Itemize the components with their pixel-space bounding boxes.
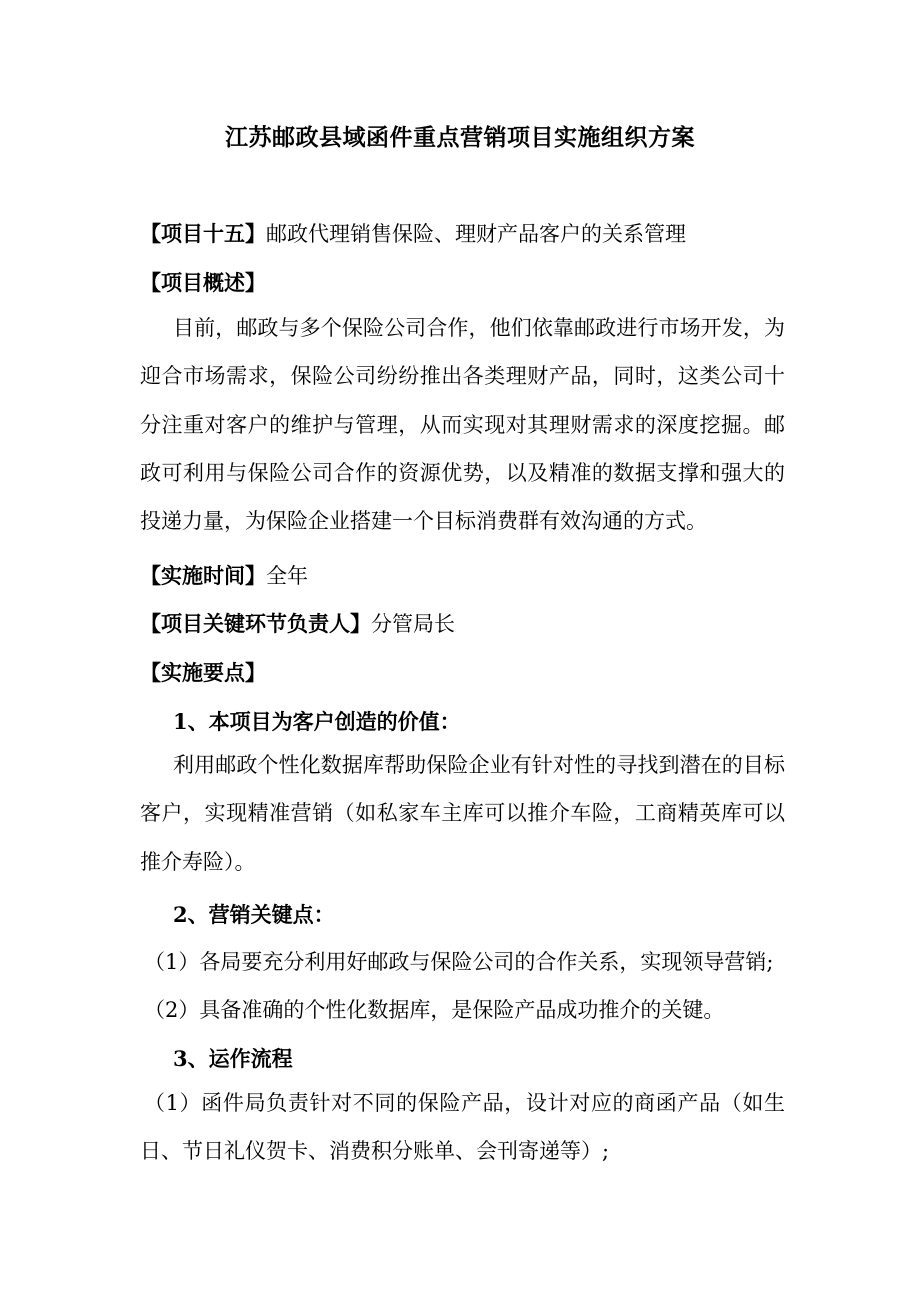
- time-line: [140, 560, 308, 590]
- section2-heading: 2、营销关键点：: [173, 902, 335, 927]
- project-name: 邮政代理销售保险、理财产品客户的关系管理: [266, 222, 686, 246]
- owner-label: 【项目关键环节负责人】: [140, 611, 371, 636]
- section2-item-1: （1）各局要充分利用好邮政与保险公司的合作关系，实现领导营销;: [144, 950, 774, 974]
- section3-heading: 3、运作流程: [173, 1046, 293, 1071]
- time-value: 全年: [266, 564, 308, 588]
- section1-paragraph: 利用邮政个性化数据库帮助保险企业有针对性的寻找到潜在的目标客户，实现精准营销（如私家车主库可以推介车险，工商精英库可以推介寿险）。: [140, 753, 785, 874]
- points-label: 【实施要点】: [140, 660, 266, 685]
- overview-label: 【项目概述】: [140, 270, 266, 295]
- owner-line: [140, 608, 455, 638]
- overview-paragraph: 目前，邮政与多个保险公司合作，他们依靠邮政进行市场开发，为迎合市场需求，保险公司纷纷推出各类理财产品，同时，这类公司十分注重对客户的维护与管理，从而实现对其理财需求的深度挖掘。邮政可利用与保险公司合作的资源优势，以及精准的数据支撑和强大的投递力量，为保险企业搭建一个目标消费群有效沟通的方式。: [140, 316, 785, 534]
- time-label: 【实施时间】: [140, 563, 266, 588]
- document-title: 江苏邮政县域函件重点营销项目实施组织方案: [225, 124, 695, 151]
- owner-value: 分管局长: [371, 612, 455, 636]
- section1-heading: 1、本项目为客户创造的价值：: [173, 709, 461, 734]
- section2-item-2: （2）具备准确的个性化数据库，是保险产品成功推介的关键。: [144, 998, 725, 1022]
- project-line: [140, 218, 686, 248]
- section3-item-1: （1）函件局负责针对不同的保险产品，设计对应的商函产品（如生日、节日礼仪贺卡、消费积分账单、会刊寄递等）;: [140, 1091, 785, 1164]
- project-label: 【项目十五】: [140, 221, 266, 246]
